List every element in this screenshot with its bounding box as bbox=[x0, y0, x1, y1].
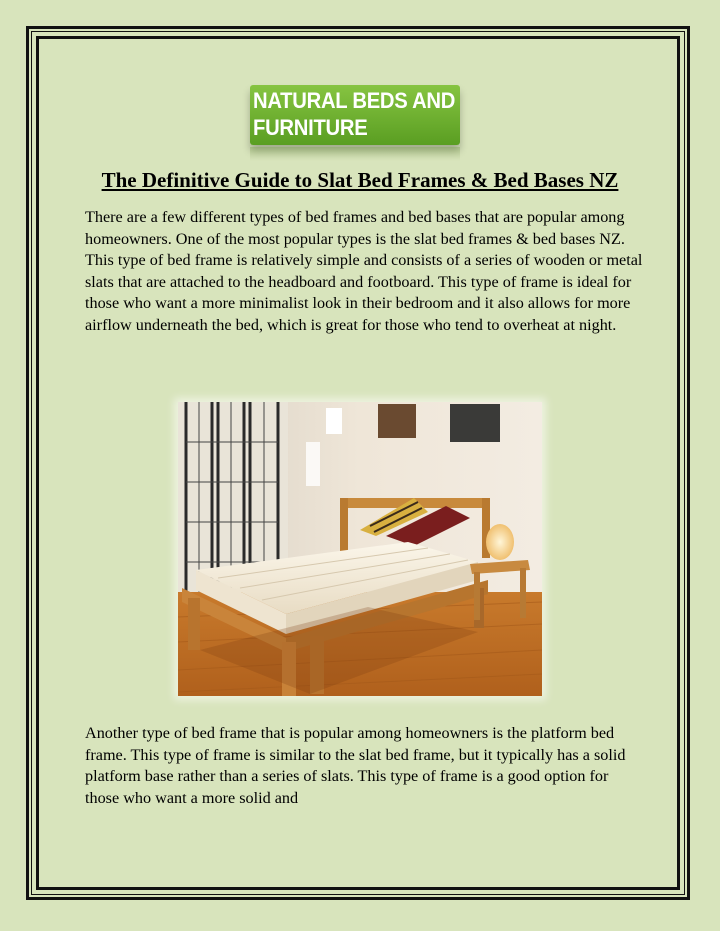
brand-logo bbox=[250, 85, 460, 145]
platform-bed-paragraph: Another type of bed frame that is popular among homeowners is the platform bed frame. This type of frame is similar to the slat bed frame, but it typically has a solid platform base rather than a series of slats. This type of frame is a good option for those who want a more solid and bbox=[85, 724, 626, 807]
logo-text-line1: NATURAL BEDS AND bbox=[253, 88, 456, 113]
intro-paragraph: There are a few different types of bed frames and bed bases that are popular among homeowners. One of the most popular types is the slat bed frames & bed bases NZ. This type of bed frame is relatively simple and consists of a series of wooden or metal slats that are attached to the headboard and footboard. This type of frame is ideal for those who want a more minimalist look in their bedroom and it also allows for more airflow underneath the bed, which is great for those who tend to overheat at night. bbox=[85, 208, 643, 334]
logo-text-line2: FURNITURE bbox=[253, 115, 368, 140]
page-title: The Definitive Guide to Slat Bed Frames & Bed Bases NZ bbox=[101, 168, 619, 192]
bed-frame-photo bbox=[178, 402, 542, 696]
logo-reflection bbox=[250, 147, 460, 161]
